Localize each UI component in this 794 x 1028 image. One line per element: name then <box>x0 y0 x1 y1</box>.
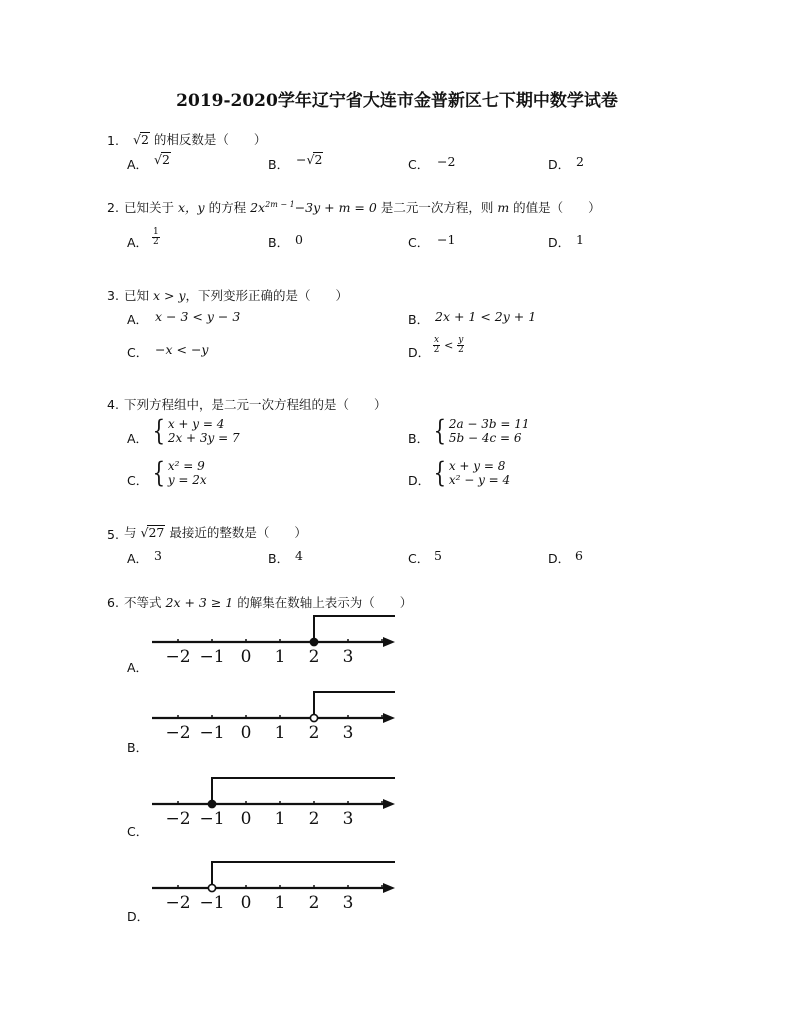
option-label: A． <box>127 431 149 446</box>
option-label: B． <box>408 312 430 327</box>
solution-ray <box>212 862 395 888</box>
option-label: C． <box>127 824 149 839</box>
tick-label: −2 <box>165 723 191 743</box>
tick-label: 2 <box>308 809 320 829</box>
option-label: C． <box>408 551 430 566</box>
tick-label: 0 <box>240 893 252 913</box>
option-label: A． <box>127 551 149 566</box>
axis-arrow-icon <box>383 799 395 809</box>
option-value: −x < −y <box>155 342 209 357</box>
tick-label: 1 <box>274 647 286 667</box>
tick-label: 1 <box>274 893 286 913</box>
option-value: 2x + 1 < 2y + 1 <box>435 309 537 324</box>
tick-label: 1 <box>274 809 286 829</box>
tick-label: −1 <box>199 809 225 829</box>
number-line-d <box>140 856 410 916</box>
solution-ray <box>314 616 395 642</box>
axis-arrow-icon <box>383 637 395 647</box>
number-line-a <box>140 610 410 670</box>
question-number: 1. <box>107 133 119 148</box>
option-label: D． <box>127 909 150 924</box>
equation-system: { x² = 9 y = 2x <box>152 456 207 489</box>
option-label: C． <box>408 235 430 250</box>
tick-label: 2 <box>308 893 320 913</box>
option-value: x − 3 < y − 3 <box>155 309 241 324</box>
option-label: B． <box>268 235 290 250</box>
tick-label: 1 <box>274 723 286 743</box>
option-value: 6 <box>575 548 583 563</box>
option-label: C． <box>408 157 430 172</box>
solution-ray <box>212 778 395 804</box>
option-label: B． <box>268 551 290 566</box>
option-value: 5 <box>434 548 442 563</box>
open-point <box>208 884 215 891</box>
option-label: B． <box>268 157 290 172</box>
question-number: 4. <box>107 397 119 412</box>
tick-label: 3 <box>342 723 354 743</box>
stem-text: 的相反数是（ ） <box>153 132 267 147</box>
option-value: 1 <box>576 232 584 247</box>
number-line-c <box>140 772 410 832</box>
option-value: 3 <box>154 548 162 563</box>
option-value: 2 <box>576 154 584 169</box>
option-label: B． <box>408 431 430 446</box>
tick-label: 0 <box>240 809 252 829</box>
open-point <box>310 714 317 721</box>
option-label: D． <box>548 157 571 172</box>
tick-label: 3 <box>342 809 354 829</box>
question-number: 3. <box>107 288 119 303</box>
option-label: A． <box>127 312 149 327</box>
option-label: D． <box>548 551 571 566</box>
radicand: 27 <box>148 525 165 540</box>
question-stem: 下列方程组中，是二元一次方程组的是（ ） <box>124 397 387 412</box>
option-label: D． <box>408 345 431 360</box>
solution-ray <box>314 692 395 718</box>
tick-label: 0 <box>240 647 252 667</box>
option-value: −1 <box>437 232 456 247</box>
option-value: −√2 <box>296 152 323 167</box>
question-stem: 不等式 2x + 3 ≥ 1 的解集在数轴上表示为（ ） <box>124 595 413 610</box>
tick-label: −1 <box>199 893 225 913</box>
equation-system: { x + y = 8 x² − y = 4 <box>433 456 511 489</box>
question-stem: 已知关于 x，y 的方程 $2x^{2m - 1}-3y + m = 0$ 是二元一次方程，则 m 的值是（ ） <box>124 199 601 215</box>
tick-label: −1 <box>199 647 225 667</box>
tick-label: −2 <box>165 809 191 829</box>
radicand: 2 <box>140 132 149 147</box>
question-number: 5. <box>107 527 119 542</box>
option-value: 0 <box>295 232 303 247</box>
option-value: √2 <box>154 152 170 167</box>
tick-label: −2 <box>165 893 191 913</box>
equation: $2x^{2m - 1}-3y + m = 0$ <box>250 199 377 215</box>
tick-label: −2 <box>165 647 191 667</box>
option-label: D． <box>548 235 571 250</box>
option-value: 4 <box>295 548 303 563</box>
tick-label: 3 <box>342 893 354 913</box>
option-label: A． <box>127 157 149 172</box>
closed-point <box>208 800 215 807</box>
option-value: −2 <box>437 154 456 169</box>
question-number: 6. <box>107 595 119 610</box>
tick-label: 0 <box>240 723 252 743</box>
tick-label: 3 <box>342 647 354 667</box>
tick-label: 2 <box>308 647 320 667</box>
question-stem: 与 √27 最接近的整数是（ ） <box>124 525 307 540</box>
axis-arrow-icon <box>383 713 395 723</box>
option-label: B． <box>127 740 149 755</box>
question-stem: √2 的相反数是（ ） <box>133 132 267 147</box>
question-stem: 已知 x > y，下列变形正确的是（ ） <box>124 288 349 303</box>
equation-system: { x + y = 4 2x + 3y = 7 <box>152 414 240 447</box>
option-label: C． <box>127 345 149 360</box>
axis-arrow-icon <box>383 883 395 893</box>
closed-point <box>310 638 317 645</box>
document-title: 2019-2020学年辽宁省大连市金普新区七下期中数学试卷 <box>176 91 618 111</box>
equation-system: { 2a − 3b = 11 5b − 4c = 6 <box>433 414 530 447</box>
option-value: $\frac{1}{2}$ <box>153 227 159 247</box>
tick-label: 2 <box>308 723 320 743</box>
option-label: C． <box>127 473 149 488</box>
number-line-b <box>140 686 410 746</box>
option-label: A． <box>127 660 149 675</box>
tick-label: −1 <box>199 723 225 743</box>
question-number: 2. <box>107 200 119 215</box>
option-value: $\frac{x}{2}$ < $\frac{y}{2}$ <box>433 335 464 355</box>
option-label: A． <box>127 235 149 250</box>
option-label: D． <box>408 473 431 488</box>
